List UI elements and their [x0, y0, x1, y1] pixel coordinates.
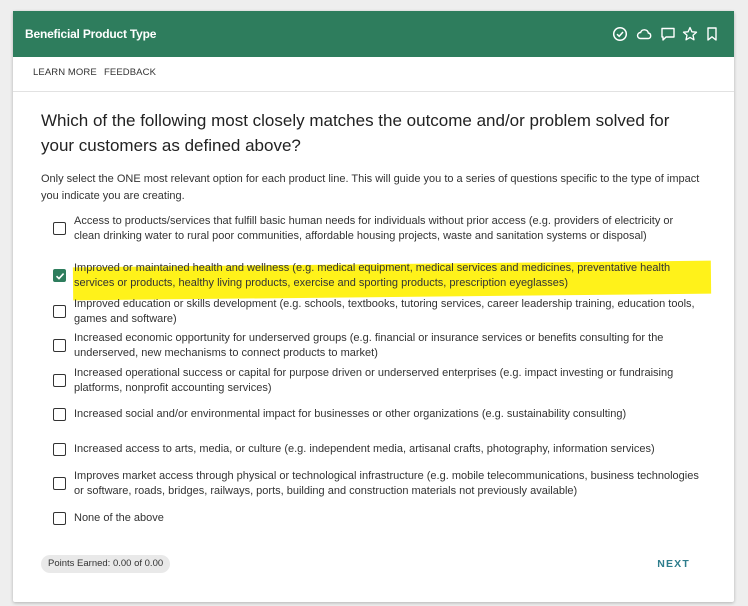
option-label: None of the above	[74, 512, 164, 524]
cloud-icon[interactable]	[634, 26, 654, 42]
checkbox[interactable]	[53, 512, 66, 525]
card-header	[13, 11, 734, 57]
option-label: Increased economic opportunity for underserved groups (e.g. financial or insurance services or benefits consulting for the underserved, new mechanisms to connect products to market)	[74, 332, 664, 359]
option-label: Increased operational success or capital for purpose driven or underserved enterprises (e.g. impact investing or fundraising platforms, nonprofit accounting services)	[74, 367, 674, 394]
checkbox[interactable]	[53, 374, 66, 387]
option-label: Increased social and/or environmental impact for businesses or other organizations (e.g. sustainability consulting)	[74, 408, 627, 420]
option-label: Improved or maintained health and wellness (e.g. medical equipment, medical services and medicines, preventative health services or products, healthy living products, exercise and sporting products, prescription eyeglasses)	[74, 262, 671, 289]
next-button[interactable]: NEXT	[657, 558, 690, 570]
checkbox[interactable]	[53, 443, 66, 456]
learn-more-link[interactable]: LEARN MORE	[33, 67, 97, 78]
check-circle-icon[interactable]	[612, 26, 628, 42]
checkbox[interactable]	[53, 339, 66, 352]
checkmark-icon	[55, 271, 65, 281]
checkbox[interactable]	[53, 305, 66, 318]
card-title: Beneficial Product Type	[25, 27, 157, 41]
checkbox[interactable]	[53, 222, 66, 235]
bookmark-icon[interactable]	[704, 26, 720, 42]
option-label: Access to products/services that fulfill basic human needs for individuals without prior access (e.g. providers of electricity or clean drinking water to rural poor communities, affordable housing projects, waste and sanitation systems or disposal)	[74, 215, 674, 242]
checkbox[interactable]	[53, 408, 66, 421]
option-label: Improved education or skills development (e.g. schools, textbooks, tutoring services, career leadership training, education tools, games and software)	[74, 298, 695, 325]
question-card	[13, 11, 734, 602]
instructions-text: Only select the ONE most relevant option for each product line. This will guide you to a series of questions specific to the type of impact you indicate you are creating.	[41, 173, 700, 202]
comment-icon[interactable]	[660, 26, 676, 42]
feedback-link[interactable]: FEEDBACK	[104, 67, 157, 78]
sub-navigation	[13, 57, 734, 92]
option-label: Improves market access through physical or technological infrastructure (e.g. mobile telecommunications, business technologies or software, roads, bridges, railways, ports, building and construction materials not previously available)	[74, 470, 699, 497]
checkbox[interactable]	[53, 477, 66, 490]
question-text: Which of the following most closely matches the outcome and/or problem solved for your customers as defined above?	[41, 111, 670, 155]
option-label: Increased access to arts, media, or culture (e.g. independent media, artisanal crafts, photography, information services)	[74, 443, 655, 455]
checkbox-checked[interactable]	[53, 269, 66, 282]
points-badge: Points Earned: 0.00 of 0.00	[41, 555, 170, 573]
header-icon-bar	[612, 26, 720, 42]
star-icon[interactable]	[682, 26, 698, 42]
